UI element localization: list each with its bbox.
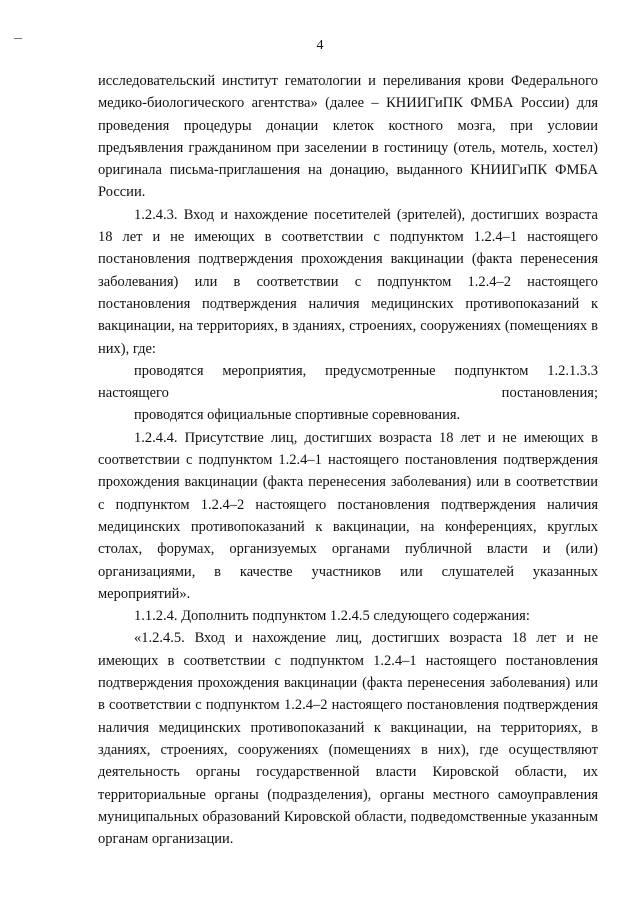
paragraph-1-2-4-5: «1.2.4.5. Вход и нахождение лиц, достигших возраста 18 лет и не имеющих в соответствии с подпунктом 1.2.4–1 настоящего постановления подтверждения прохождения вакцинации (факта перенесения заболевания) или в соответствии с подпунктом 1.2.4–2 настоящего постановления подтверждения наличия медицинских противопоказаний к вакцинации, на территориях, в зданиях, строениях, сооружениях (помещениях в них), где осуществляют деятельность органы государственной власти Кировской области, их территориальные органы (подразделения), органы местного самоуправления муниципальных образований Кировской области, подведомственные указанным органам организации. [98,630,598,848]
list-item-events: проводятся мероприятия, предусмотренные подпунктом 1.2.1.3.3 настоящего постановления; [98,362,598,402]
page-number: 4 [316,38,324,53]
paragraph-1-2-4-3: 1.2.4.3. Вход и нахождение посетителей (зрителей), достигших возраста 18 лет и не имеющих в соответствии с подпунктом 1.2.4–1 настоящего постановления подтверждения прохождения вакцинации (факта перенесения заболевания) или в соответствии с подпунктом 1.2.4–2 настоящего постановления подтверждения наличия медицинских противопоказаний к вакцинации, на территориях, в зданиях, строениях, сооружениях (помещениях в них), где: [98,206,598,357]
document-body [98,70,598,850]
list-item-sports: проводятся официальные спортивные соревнования. [134,407,461,424]
paragraph-continuation: исследовательский институт гематологии и переливания крови Федерального медико-биологического агентства» (далее – КНИИГиПК ФМБА России) для проведения процедуры донации клеток костного мозга, при условии предъявления гражданином при заселении в гостиницу (отель, мотель, хостел) оригинала письма-приглашения на донацию, выданного КНИИГиПК ФМБА России. [98,73,598,201]
paragraph-1-2-4-4: 1.2.4.4. Присутствие лиц, достигших возраста 18 лет и не имеющих в соответствии с подпунктом 1.2.4–1 настоящего постановления подтверждения прохождения вакцинации (факта перенесения заболевания) или в соответствии с подпунктом 1.2.4–2 настоящего постановления подтверждения наличия медицинских противопоказаний к вакцинации, на конференциях, круглых столах, форумах, организуемых органами публичной власти и (или) организациями, в качестве участников или слушателей указанных мероприятий». [98,429,598,602]
paragraph-1-1-2-4: 1.1.2.4. Дополнить подпунктом 1.2.4.5 следующего содержания: [134,608,530,625]
